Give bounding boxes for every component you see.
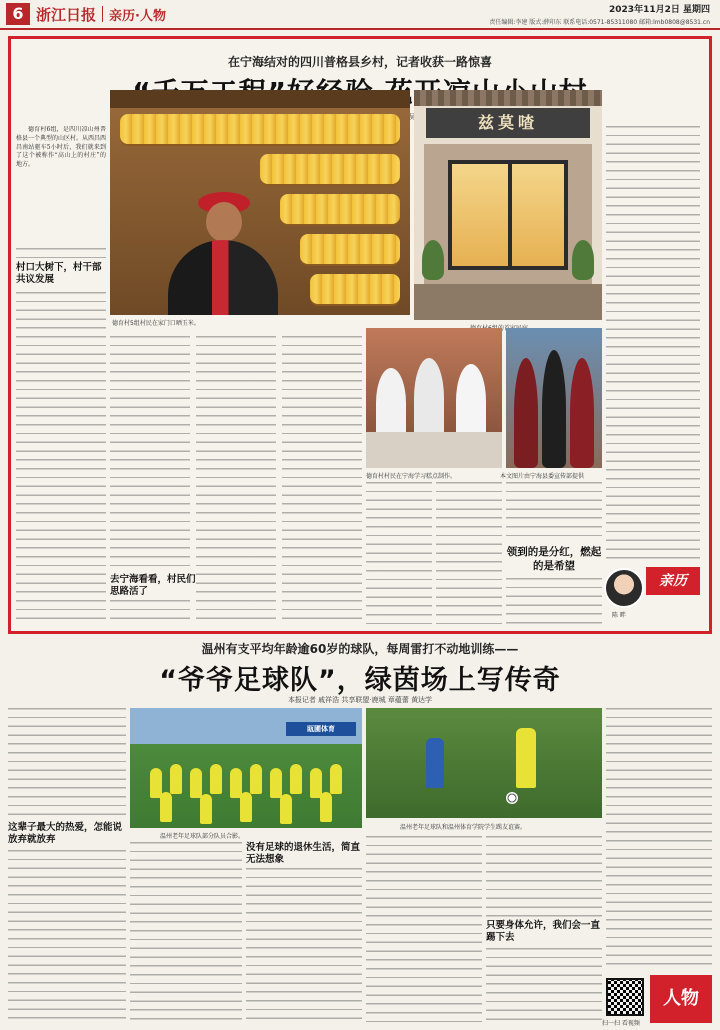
- lead-column-6: [436, 482, 502, 624]
- lead-subhead-2: 去宁海看看，村民们思路活了: [110, 574, 196, 597]
- second-kicker: 温州有支平均年龄逾60岁的球队，每周雷打不动地训练——: [201, 642, 519, 656]
- player: [160, 792, 172, 822]
- villagers-photo: [506, 328, 602, 468]
- player: [200, 794, 212, 824]
- lit-window: [448, 160, 568, 270]
- player: [290, 764, 302, 794]
- player: [516, 728, 536, 788]
- corn-bundle: [260, 154, 400, 184]
- homestay-sign: 兹莫喳: [426, 108, 590, 138]
- lead-subhead-1: 村口大树下，村干部共议发展: [16, 262, 102, 285]
- second-column-5: [486, 836, 602, 918]
- player: [280, 794, 292, 824]
- lead-byline: 吴: [408, 113, 416, 121]
- page-number: 6: [6, 3, 30, 25]
- second-subhead-1: 这辈子最大的热爱，怎能说放弃就放弃: [8, 822, 123, 845]
- player: [320, 792, 332, 822]
- match-photo-caption: 温州老年足球队和温州体育学院学生踢友谊赛。: [400, 824, 527, 831]
- qr-label: 扫一扫 看视频: [602, 1020, 640, 1027]
- lead-opening-paragraph: 德育村6组，是四川凉山州普格县一个典型的山区村。从西昌西昌南站驱车5小时后，我们就来到了这个被称作“高山上的村庄”的地方。: [16, 126, 106, 169]
- lead-column-1-body: [16, 248, 106, 258]
- trainee: [456, 364, 486, 438]
- corn-bundle: [310, 274, 400, 304]
- villager-face: [206, 202, 242, 242]
- work-table: [366, 432, 502, 468]
- pastry-class-photo: [366, 328, 502, 468]
- lead-column-1: [16, 126, 106, 246]
- trainee: [414, 358, 444, 438]
- player: [170, 764, 182, 794]
- second-headline: “爷爷足球队”，绿茵场上写传奇: [159, 665, 561, 696]
- corn-bundle: [280, 194, 400, 224]
- lead-column-4: [282, 336, 362, 624]
- villager: [542, 350, 566, 468]
- player: [190, 768, 202, 798]
- footer-section-tag: 人物: [650, 975, 712, 1023]
- corn-drying-photo: [110, 90, 410, 315]
- section-name: 亲历·人物: [109, 8, 166, 24]
- second-column-5-cont: [486, 948, 602, 1022]
- lead-column-1-cont: [16, 292, 106, 622]
- corn-bundle: [120, 114, 400, 144]
- kitchen-photo-caption: 德育村村民在宁海学习糕点制作。: [366, 473, 457, 480]
- homestay-photo: [414, 90, 602, 320]
- lead-column-3: [196, 336, 276, 624]
- team-photo-caption: 温州老年足球队部分队员合影。: [160, 833, 245, 840]
- second-column-6: [606, 708, 712, 970]
- second-subhead-2: 没有足球的退休生活，简直无法想象: [246, 842, 361, 865]
- potted-plant: [572, 240, 594, 280]
- lead-column-2-cont: [110, 600, 190, 624]
- player: [210, 764, 222, 794]
- villager: [570, 358, 594, 468]
- floor: [414, 284, 602, 320]
- masthead-divider: [102, 6, 103, 22]
- villager-figure: [168, 240, 278, 315]
- player: [330, 764, 342, 794]
- lead-column-7: [506, 482, 602, 540]
- lead-column-8: [606, 126, 700, 562]
- second-byline: 本报记者 戚祥浩 共享联盟·鹿城 章蕴蕾 黄达学: [287, 696, 433, 704]
- author-avatar: [604, 568, 644, 608]
- lead-kicker: 在宁海结对的四川普格县乡村，记者收获一路惊喜: [227, 55, 492, 69]
- match-photo: [366, 708, 602, 818]
- second-column-4: [366, 836, 482, 1022]
- paper-name: 浙江日报: [36, 5, 97, 24]
- team-photo: [130, 708, 362, 828]
- masthead-info: [489, 2, 710, 26]
- lead-column-5: [366, 482, 432, 624]
- second-column-2: [130, 842, 242, 1022]
- second-column-1-cont: [8, 850, 126, 1022]
- second-column-3: [246, 868, 362, 1022]
- player: [240, 792, 252, 822]
- football: [506, 792, 518, 804]
- column-tag: 亲历: [646, 567, 700, 595]
- corn-photo-caption: 德育村5组村民在家门口晒玉米。: [112, 320, 200, 327]
- lead-column-2: [110, 336, 190, 572]
- player: [426, 738, 444, 788]
- player: [270, 768, 282, 798]
- photo-credit: 本文图片由宁海县委宣传部提供: [500, 473, 585, 480]
- sponsor-banner: 瓯圃体育: [286, 722, 356, 736]
- trainee: [376, 368, 406, 438]
- roof-tiles: [414, 90, 602, 106]
- masthead: [0, 0, 720, 30]
- lead-subhead-3: 领到的是分红，燃起的是希望: [506, 546, 602, 572]
- porch-beam: [110, 90, 410, 108]
- villager: [514, 358, 538, 468]
- potted-plant: [422, 240, 444, 280]
- editor-credits: 责任编辑:李建 版式:薛印东 联系电话:0571-85311080 邮箱:lmb0808@8531.cn: [489, 19, 710, 26]
- second-column-1: [8, 708, 126, 818]
- issue-date: 2023年11月2日 星期四: [609, 5, 710, 15]
- second-subhead-3: 只要身体允许，我们会一直踢下去: [486, 920, 601, 943]
- column-author: 陈 畔: [612, 612, 626, 619]
- corn-bundle: [300, 234, 400, 264]
- qr-code-icon[interactable]: [606, 978, 644, 1016]
- player: [250, 764, 262, 794]
- lead-column-7-cont: [506, 578, 602, 624]
